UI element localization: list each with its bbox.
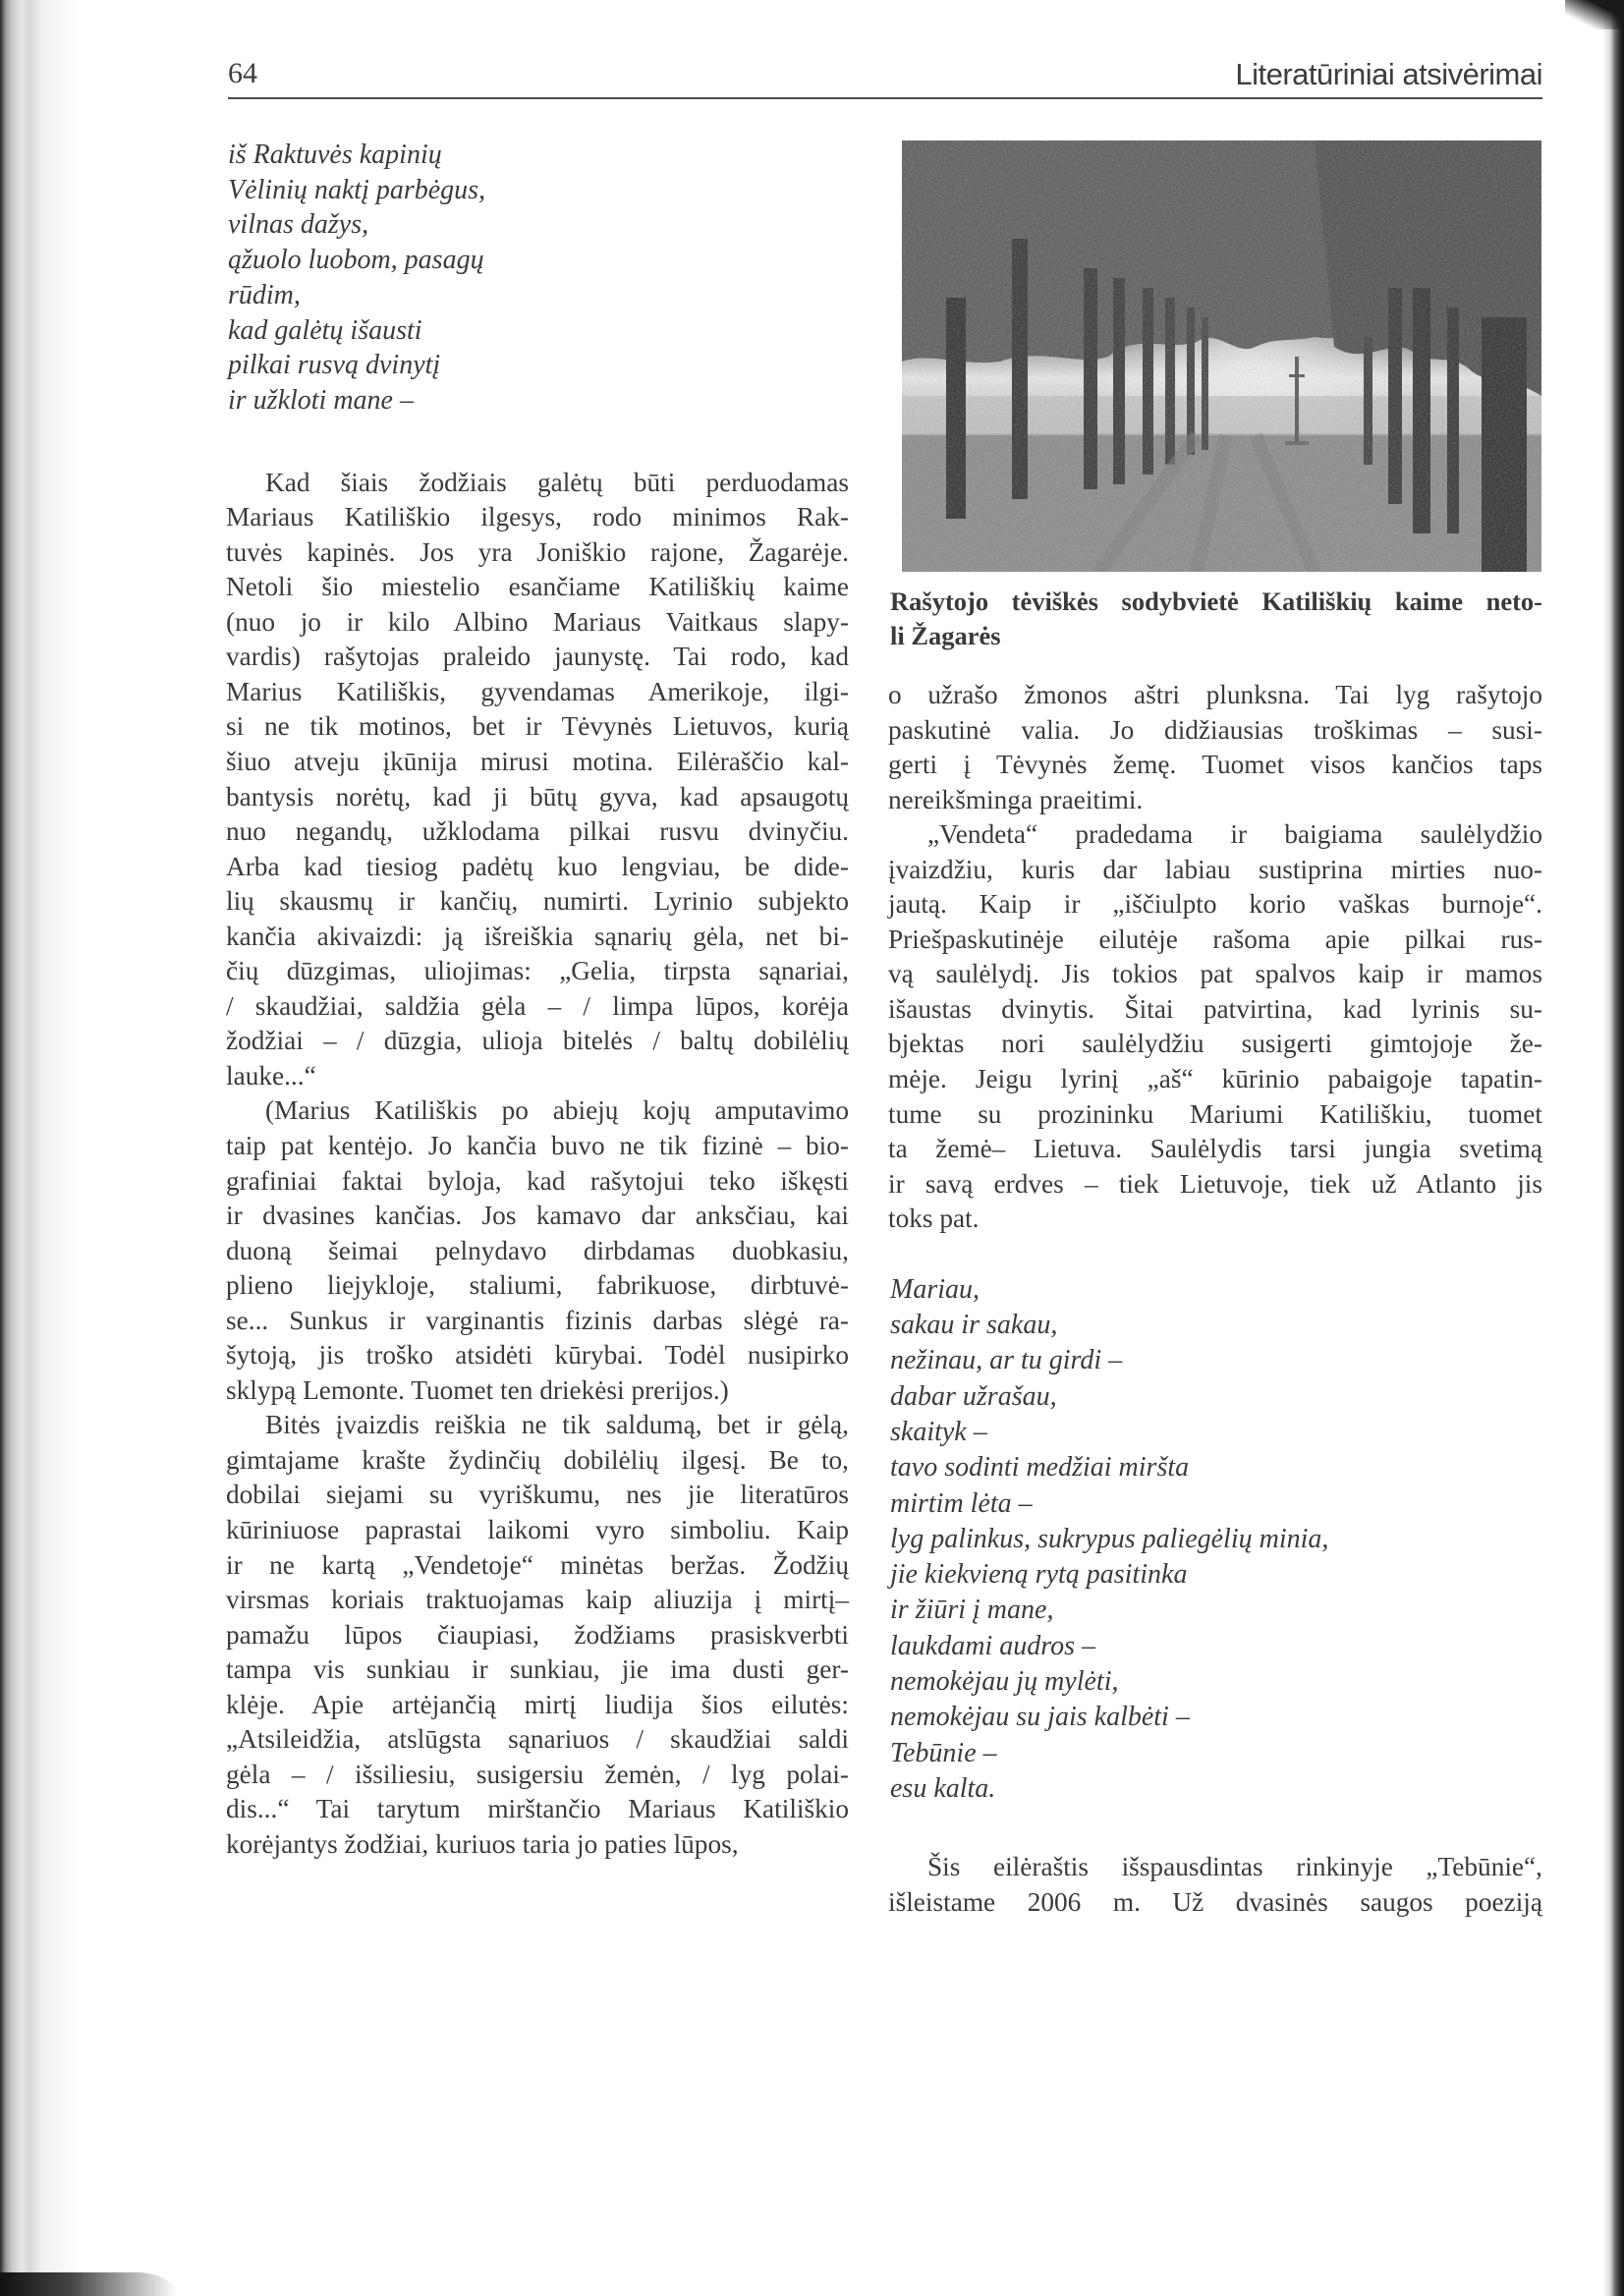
text-line: paskutinė valia. Jo didžiausias troškimas – susi- [888,714,1542,745]
text-line: Priešpaskutinėje eilutėje rašoma apie pilkai rus- [888,924,1542,954]
body-text [226,466,849,1863]
text-line: grafiniai faktai byloja, kad rašytojui teko iškęsti [226,1165,849,1196]
text-line: ir dvasines kančias. Jos kamavo dar anksčiau, kai [226,1201,849,1231]
poem-line: laukdami audros – [890,1630,1095,1661]
text-line: Mariaus Katiliškio ilgesys, rodo minimos Rak- [226,502,849,532]
poem-line: skaityk – [890,1416,987,1447]
text-line: gėla – / išsiliesiu, susigersiu žemėn, / lyg polai- [226,1759,849,1789]
text-line: kančia akivaizdi: ją išreiškia sąnarių gėla, net bi- [226,921,849,951]
poem-line: esu kalta. [890,1772,996,1804]
body-text [888,678,1542,1237]
text-line: virsmas koriais traktuojamas kaip aliuzija į mirtį– [226,1585,849,1615]
text-line: toks pat. [888,1204,980,1234]
text-line: lauke...“ [226,1060,316,1091]
section-title: Literatūriniai atsivėrimai [1235,57,1542,91]
left-column [226,138,849,1863]
poem-line: mirtim lėta – [890,1487,1033,1519]
poem-line: ąžuolo luobom, pasagų [228,245,484,276]
text-line: vą saulėlydį. Jis tokios pat spalvos kaip ir mamos [888,959,1542,989]
photo-tree-avenue [902,140,1541,572]
text-line: lių skausmų ir kančių, numirti. Lyrinio subjekto [226,886,849,917]
poem-line: rūdim, [228,279,301,310]
poem-line: pilkai rusvą dvinytį [228,350,441,381]
text-line: Kad šiais žodžiais galėtų būti perduodamas [265,467,849,497]
caption-line: Rašytojo tėviškės sodybvietė Katiliškių kaime neto- [890,587,1542,616]
poem-line: Mariau, [890,1273,980,1305]
poem-line: lyg palinkus, sukrypus paliegėlių minia, [890,1523,1329,1554]
text-line: žodžiai – / dūzgia, ulioja bitelės / baltų dobilėlių [226,1026,849,1056]
text-line: se... Sunkus ir varginantis fizinis darbas slėgė ra- [226,1305,849,1335]
text-line: jautą. Kaip ir „iščiulpto korio vaškas burnoje“. [888,889,1542,920]
paragraph [888,817,1542,1237]
text-line: gimtajame krašte žydinčių dobilėlių ilgesį. Be to, [226,1444,849,1475]
text-line: vardis) rašytojas praleido jaunystę. Tai rodo, kad [226,642,849,672]
running-header [228,57,1542,96]
page-corner-shadow [1565,0,1624,29]
text-line: išaustas dvinytis. Šitai patvirtina, kad lyrinis su- [888,993,1542,1024]
text-line: taip pat kentėjo. Jo kančia buvo ne tik fizinė – bio- [226,1131,849,1161]
poem-line: ir žiūri į mane, [890,1595,1054,1626]
text-line: Marius Katiliškis, gyvendamas Amerikoje, ilgi- [226,676,849,706]
text-line: (Marius Katiliškis po abiejų kojų amputavimo [265,1095,849,1126]
text-line: nuo negandų, užklodama pilkai rusvu dvinyčiu. [226,816,849,847]
poem [890,1272,1542,1807]
page-edge-shadow [1602,0,1624,2296]
text-line: nereikšminga praeitimi. [888,784,1144,814]
paragraph [226,466,849,1094]
poem-line: ir užkloti mane – [228,384,414,416]
header-rule [228,97,1542,99]
paragraph [888,1850,1542,1920]
poem-line: Tebūnie – [890,1737,997,1768]
text-line: tume su prozininku Mariumi Katiliškiu, tuomet [888,1098,1542,1129]
text-line: si ne tik motinos, bet ir Tėvynės Lietuvos, kurią [226,711,849,742]
paragraph [226,1408,849,1862]
book-binding-shadow [0,0,77,2296]
photo-image [902,140,1541,572]
poem-line: iš Raktuvės kapinių [228,140,442,170]
text-line: pamažu lūpos čiaupiasi, žodžiams prasiskverbti [226,1619,849,1650]
text-line: tuvės kapinės. Jos yra Joniškio rajone, Žagarėje. [226,536,849,567]
poem-line: jie kiekvieną rytą pasitinka [890,1559,1188,1591]
text-line: Netoli šio miestelio esančiame Katiliškių kaime [226,572,849,602]
text-line: tampa vis sunkiau ir sunkiau, jie ima dusti ger- [226,1654,849,1685]
body-text [888,1850,1542,1920]
poem-excerpt [228,138,849,419]
text-line: duoną šeimai pelnydavo dirbdamas duobkasiu, [226,1235,849,1265]
poem-line: dabar užrašau, [890,1380,1057,1412]
text-line: dis...“ Tai tarytum mirštančio Mariaus Katiliškio [226,1794,849,1824]
text-line: ir savą erdves – tiek Lietuvoje, tiek už Atlanto jis [888,1168,1542,1199]
poem-line: vilnas dažys, [228,209,369,241]
text-line: čių dūzgimas, uliojimas: „Gelia, tirpsta sąnariai, [226,956,849,986]
text-line: įvaizdžiu, kuris dar labiau sustiprina mirties nuo- [888,854,1542,884]
poem-line: nemokėjau su jais kalbėti – [890,1702,1190,1733]
text-line: mėje. Jeigu lyrinį „aš“ kūrinio pabaigoje tapatin- [888,1064,1542,1094]
page-corner-shadow [0,2272,177,2296]
text-line: bjektas nori saulėlydžiu susigerti gimtojoje že- [888,1029,1542,1059]
text-line: ta žemė– Lietuva. Saulėlydis tarsi jungia svetimą [888,1134,1542,1164]
text-line: / skaudžiai, saldžia gėla – / limpa lūpos, korėja [226,990,849,1021]
text-line: sklypą Lemonte. Tuomet ten driekėsi prerijos.) [226,1374,729,1405]
text-line: dobilai siejami su vyriškumu, nes jie literatūros [226,1480,849,1510]
text-line: Bitės įvaizdis reiškia ne tik saldumą, bet ir gėlą, [265,1410,849,1440]
text-line: išleistame 2006 m. Už dvasinės saugos poeziją [888,1886,1542,1917]
poem-line: nemokėjau jų mylėti, [890,1666,1119,1698]
page-number: 64 [228,57,257,89]
poem-line: tavo sodinti medžiai miršta [890,1452,1190,1484]
text-line: korėjantys žodžiai, kuriuos taria jo paties lūpos, [226,1828,739,1859]
text-line: kūriniuose paprastai laikomi vyro simboliu. Kaip [226,1515,849,1545]
text-line: plieno liejykloje, staliumi, fabrikuose, dirbtuvė- [226,1270,849,1301]
poem-line: nežinau, ar tu girdi – [890,1345,1123,1376]
text-line: „Vendeta“ pradedama ir baigiama saulėlydžio [927,819,1542,850]
poem-line: Vėlinių naktį parbėgus, [228,174,486,205]
text-line: Arba kad tiesiog padėtų kuo lengviau, be dide- [226,851,849,881]
paragraph [888,678,1542,817]
text-line: (nuo jo ir kilo Albino Mariaus Vaitkaus slapy- [226,606,849,637]
text-line: o užrašo žmonos aštri plunksna. Tai lyg rašytojo [888,680,1542,709]
text-line: ir ne kartą „Vendetoje“ minėtas beržas. Žodžių [226,1549,849,1580]
paragraph [226,1093,849,1408]
poem-line: kad galėtų išausti [228,314,422,346]
poem-line: sakau ir sakau, [890,1310,1058,1341]
text-line: „Atsileidžia, atslūgsta sąnariuos / skaudžiai saldi [226,1724,849,1755]
text-line: bantysis norėtų, kad ji būtų gyva, kad apsaugotų [226,781,849,812]
right-column [888,678,1542,1920]
text-line: šytoją, jis troško atsidėti kūrybai. Todėl nusipirko [226,1340,849,1371]
text-line: šiuo atveju įkūnija mirusi motina. Eilėraščio kal- [226,747,849,776]
text-line: Šis eilėraštis išspausdintas rinkinyje „Tebūnie“, [927,1852,1542,1882]
caption-line: li Žagarės [890,621,1001,650]
text-line: gerti į Tėvynės žemę. Tuomet visos kančios taps [888,750,1542,780]
text-line: klėje. Apie artėjančią mirtį liudija šios eilutės: [226,1689,849,1719]
photo-caption [890,585,1542,653]
